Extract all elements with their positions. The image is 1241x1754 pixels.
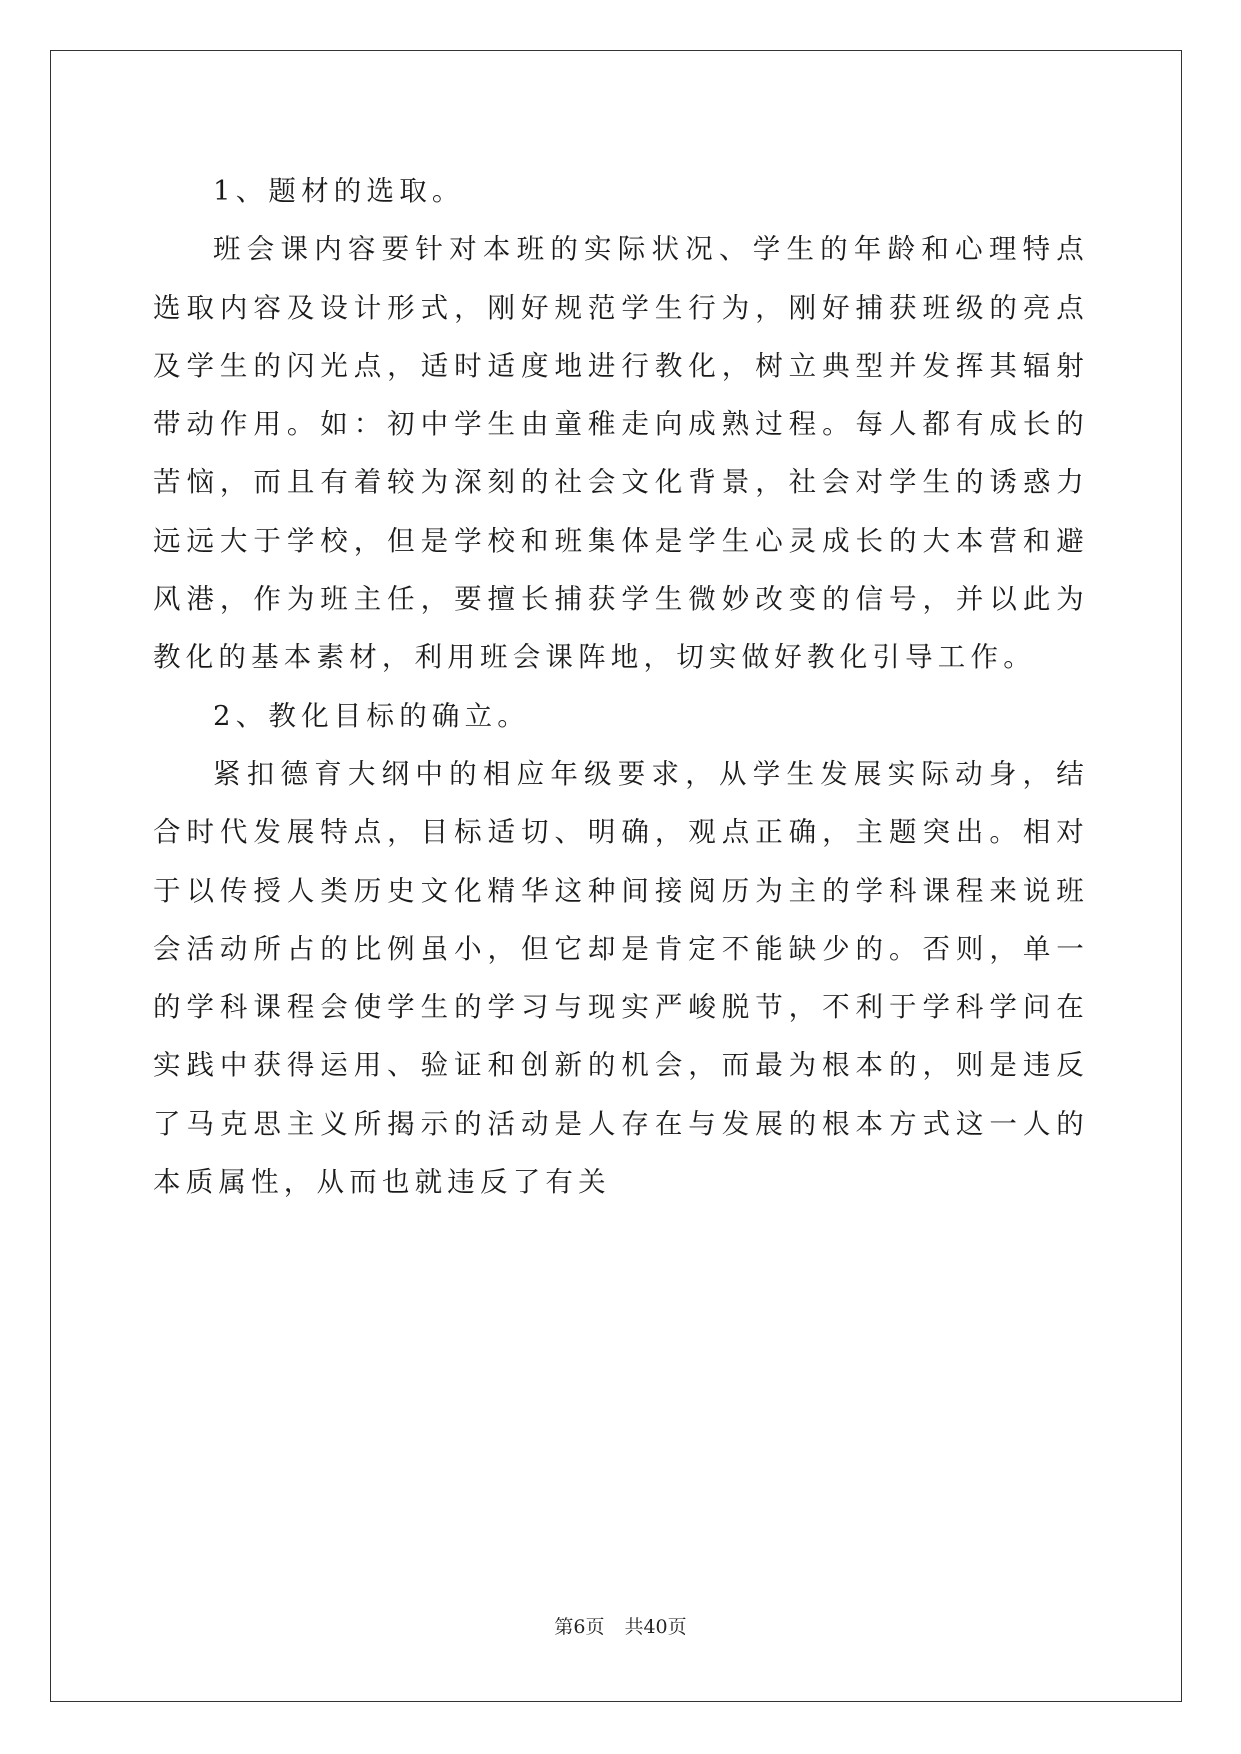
paragraph-section-2-heading: 2、教化目标的确立。: [213, 699, 530, 732]
page-number: 第6页: [554, 1616, 605, 1638]
page-footer: [0, 1612, 1241, 1639]
paragraph-section-1-body: 班会课内容要针对本班的实际状况、学生的年龄和心理特点选取内容及设计形式，刚好规范学生行为，刚好捕获班级的亮点及学生的闪光点，适时适度地进行教化，树立典型并发挥其辐射带动作用。如：初中学生由童稚走向成熟过程。每人都有成长的苦恼，而且有着较为深刻的社会文化背景，社会对学生的诱惑力远远大于学校，但是学校和班集体是学生心灵成长的大本营和避风港，作为班主任，要擅长捕获学生微妙改变的信号，并以此为教化的基本素材，利用班会课阵地，切实做好教化引导工作。: [153, 233, 1089, 674]
paragraph-section-1-heading: 1、题材的选取。: [213, 175, 465, 207]
document-body: [153, 162, 1089, 1211]
paragraph-section-2-body: 紧扣德育大纲中的相应年级要求，从学生发展实际动身，结合时代发展特点，目标适切、明确，观点正确，主题突出。相对于以传授人类历史文化精华这种间接阅历为主的学科课程来说班会活动所占的比例虽小，但它却是肯定不能缺少的。否则，单一的学科课程会使学生的学习与现实严峻脱节，不利于学科学问在实践中获得运用、验证和创新的机会，而最为根本的，则是违反了马克思主义所揭示的活动是人存在与发展的根本方式这一人的本质属性，从而也就违反了有关: [153, 757, 1089, 1199]
page-total: 共40页: [624, 1616, 687, 1638]
